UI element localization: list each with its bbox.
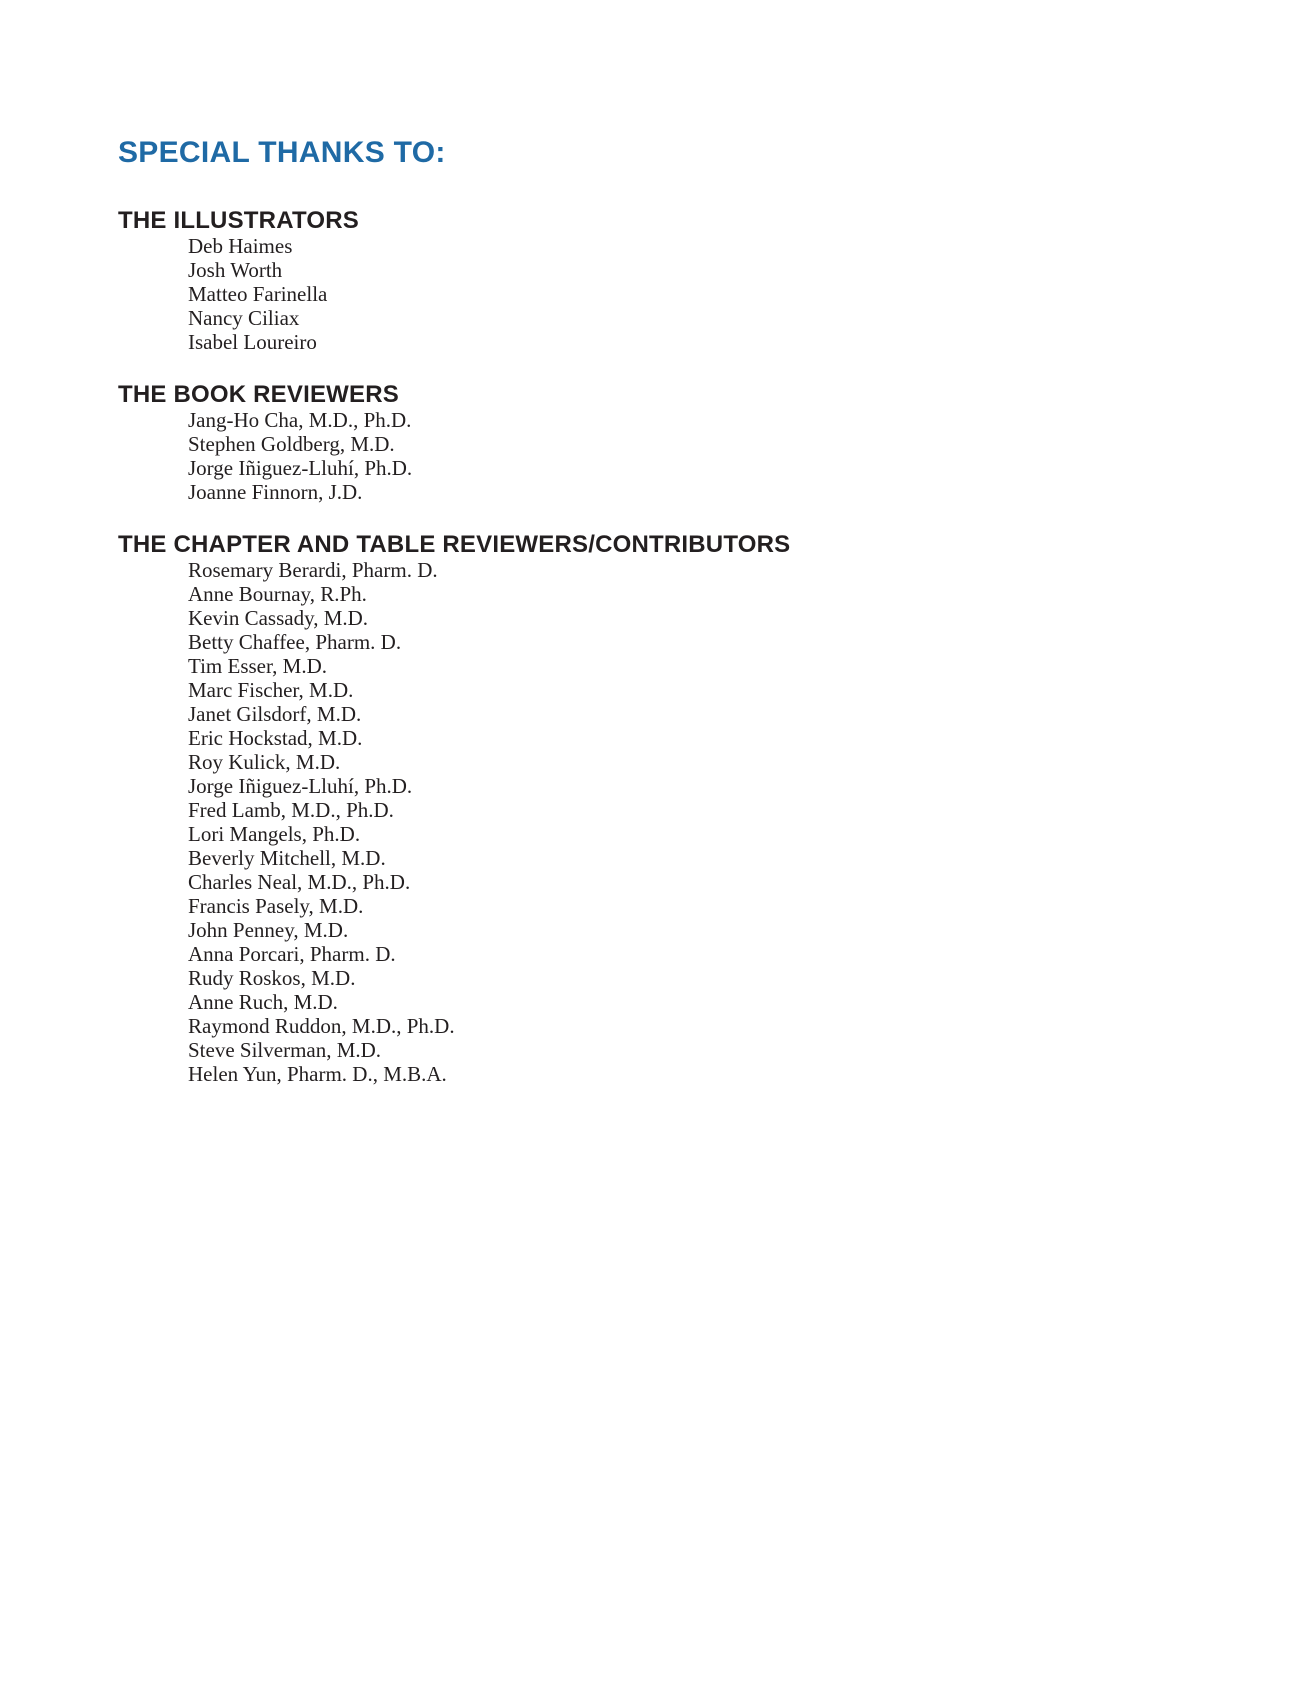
list-item: Jorge Iñiguez-Lluhí, Ph.D. <box>188 456 413 480</box>
name-list <box>118 558 790 1086</box>
list-item: Rudy Roskos, M.D. <box>188 966 356 990</box>
section-book-reviewers <box>118 382 412 504</box>
list-item: Roy Kulick, M.D. <box>188 750 341 774</box>
list-item: Fred Lamb, M.D., Ph.D. <box>188 798 394 822</box>
list-item: Deb Haimes <box>188 234 293 258</box>
list-item: Anne Ruch, M.D. <box>188 990 338 1014</box>
list-item: Matteo Farinella <box>188 282 328 306</box>
list-item: Lori Mangels, Ph.D. <box>188 822 361 846</box>
list-item: Rosemary Berardi, Pharm. D. <box>188 558 438 582</box>
section-heading: THE ILLUSTRATORS <box>118 207 359 234</box>
list-item: Jorge Iñiguez-Lluhí, Ph.D. <box>188 774 413 798</box>
list-item: Joanne Finnorn, J.D. <box>188 480 363 504</box>
section-heading: THE BOOK REVIEWERS <box>118 381 399 408</box>
name-list <box>118 408 412 504</box>
section-heading: THE CHAPTER AND TABLE REVIEWERS/CONTRIBUTORS <box>118 531 791 558</box>
list-item: Stephen Goldberg, M.D. <box>188 432 395 456</box>
list-item: Eric Hockstad, M.D. <box>188 726 363 750</box>
list-item: Kevin Cassady, M.D. <box>188 606 369 630</box>
list-item: Janet Gilsdorf, M.D. <box>188 702 362 726</box>
list-item: Charles Neal, M.D., Ph.D. <box>188 870 411 894</box>
list-item: Steve Silverman, M.D. <box>188 1038 382 1062</box>
list-item: Jang-Ho Cha, M.D., Ph.D. <box>188 408 412 432</box>
list-item: Josh Worth <box>188 258 283 282</box>
list-item: Tim Esser, M.D. <box>188 654 327 678</box>
list-item: Isabel Loureiro <box>188 330 317 354</box>
list-item: Anne Bournay, R.Ph. <box>188 582 367 606</box>
list-item: Francis Pasely, M.D. <box>188 894 364 918</box>
section-chapter-reviewers <box>118 532 790 1086</box>
list-item: Beverly Mitchell, M.D. <box>188 846 386 870</box>
page-title: SPECIAL THANKS TO: <box>118 136 446 169</box>
name-list <box>118 234 359 354</box>
list-item: Betty Chaffee, Pharm. D. <box>188 630 402 654</box>
list-item: Helen Yun, Pharm. D., M.B.A. <box>188 1062 447 1086</box>
list-item: Marc Fischer, M.D. <box>188 678 354 702</box>
list-item: John Penney, M.D. <box>188 918 349 942</box>
list-item: Raymond Ruddon, M.D., Ph.D. <box>188 1014 455 1038</box>
list-item: Nancy Ciliax <box>188 306 300 330</box>
section-illustrators <box>118 208 359 354</box>
list-item: Anna Porcari, Pharm. D. <box>188 942 396 966</box>
